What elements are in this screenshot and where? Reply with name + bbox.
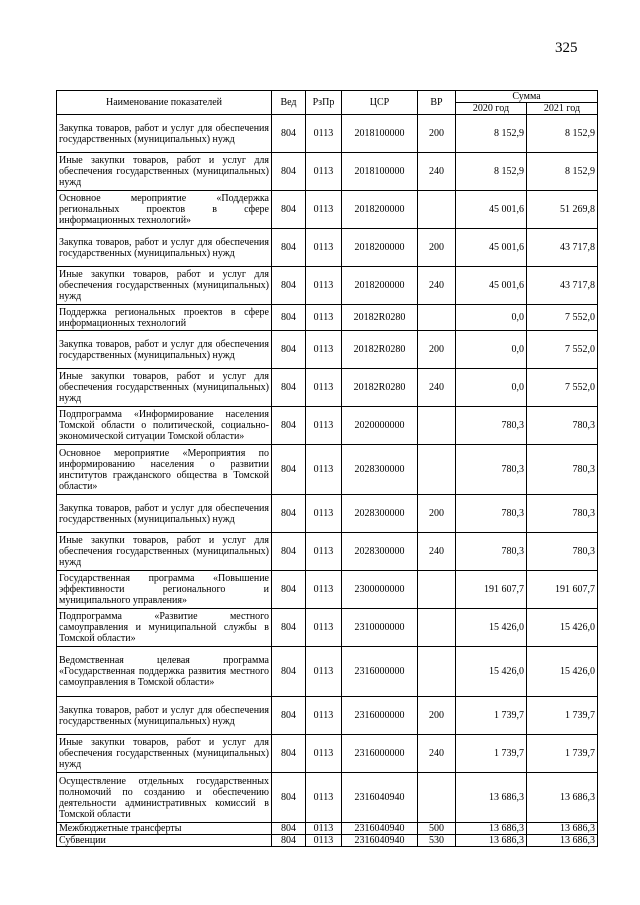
row-name: Иные закупки товаров, работ и услуг для обеспечения государственных (муниципальных) нужд (57, 533, 272, 571)
row-sum-2020: 15 426,0 (456, 647, 527, 697)
row-sum-2020: 8 152,9 (456, 153, 527, 191)
row-name: Закупка товаров, работ и услуг для обеспечения государственных (муниципальных) нужд (57, 331, 272, 369)
row-sum-2021: 7 552,0 (527, 369, 598, 407)
row-rzpr: 0113 (306, 115, 342, 153)
row-sum-2021: 780,3 (527, 445, 598, 495)
row-vr: 200 (418, 229, 456, 267)
table-body (57, 115, 598, 847)
row-sum-2021: 15 426,0 (527, 647, 598, 697)
row-csr: 2028300000 (342, 533, 418, 571)
row-csr: 20182R0280 (342, 369, 418, 407)
row-csr: 2018100000 (342, 153, 418, 191)
row-vr: 240 (418, 267, 456, 305)
table-row (57, 835, 598, 847)
row-sum-2021: 8 152,9 (527, 153, 598, 191)
row-name: Иные закупки товаров, работ и услуг для обеспечения государственных (муниципальных) нужд (57, 369, 272, 407)
table-row (57, 735, 598, 773)
row-sum-2021: 51 269,8 (527, 191, 598, 229)
row-ved: 804 (272, 533, 306, 571)
row-name: Закупка товаров, работ и услуг для обеспечения государственных (муниципальных) нужд (57, 115, 272, 153)
row-ved: 804 (272, 609, 306, 647)
row-vr (418, 407, 456, 445)
row-csr: 2020000000 (342, 407, 418, 445)
row-rzpr: 0113 (306, 533, 342, 571)
row-sum-2020: 780,3 (456, 407, 527, 445)
row-csr: 2028300000 (342, 495, 418, 533)
table-row (57, 773, 598, 823)
row-csr: 2018100000 (342, 115, 418, 153)
row-ved: 804 (272, 191, 306, 229)
row-sum-2020: 780,3 (456, 533, 527, 571)
row-ved: 804 (272, 697, 306, 735)
row-name: Иные закупки товаров, работ и услуг для обеспечения государственных (муниципальных) нужд (57, 153, 272, 191)
row-rzpr: 0113 (306, 495, 342, 533)
table-row (57, 267, 598, 305)
row-name: Подпрограмма «Развитие местного самоуправления и муниципальной службы в Томской области» (57, 609, 272, 647)
row-sum-2020: 1 739,7 (456, 735, 527, 773)
row-csr: 2316000000 (342, 647, 418, 697)
row-sum-2021: 7 552,0 (527, 331, 598, 369)
row-ved: 804 (272, 115, 306, 153)
table-row (57, 331, 598, 369)
row-ved: 804 (272, 571, 306, 609)
row-name: Закупка товаров, работ и услуг для обеспечения государственных (муниципальных) нужд (57, 697, 272, 735)
row-ved: 804 (272, 647, 306, 697)
row-vr (418, 191, 456, 229)
row-rzpr: 0113 (306, 647, 342, 697)
row-csr: 20182R0280 (342, 331, 418, 369)
row-rzpr: 0113 (306, 331, 342, 369)
row-csr: 2018200000 (342, 191, 418, 229)
header-sum: Сумма (456, 91, 598, 103)
row-sum-2021: 780,3 (527, 533, 598, 571)
row-sum-2020: 1 739,7 (456, 697, 527, 735)
row-csr: 2316040940 (342, 835, 418, 847)
row-name: Межбюджетные трансферты (57, 823, 272, 835)
row-name: Осуществление отдельных государственных полномочий по созданию и обеспечению деятельности административных комиссий в Томской области (57, 773, 272, 823)
row-csr: 20182R0280 (342, 305, 418, 331)
row-rzpr: 0113 (306, 267, 342, 305)
row-sum-2021: 780,3 (527, 495, 598, 533)
row-vr: 240 (418, 153, 456, 191)
row-sum-2020: 13 686,3 (456, 835, 527, 847)
row-sum-2021: 43 717,8 (527, 229, 598, 267)
row-name: Поддержка региональных проектов в сфере информационных технологий (57, 305, 272, 331)
row-sum-2020: 13 686,3 (456, 773, 527, 823)
row-sum-2020: 0,0 (456, 369, 527, 407)
row-name: Иные закупки товаров, работ и услуг для обеспечения государственных (муниципальных) нужд (57, 267, 272, 305)
header-csr: ЦСР (342, 91, 418, 115)
row-csr: 2300000000 (342, 571, 418, 609)
row-rzpr: 0113 (306, 153, 342, 191)
row-name: Подпрограмма «Информирование населения Томской области о политической, социально-экономической ситуации Томской области» (57, 407, 272, 445)
row-vr: 200 (418, 115, 456, 153)
row-name: Субвенции (57, 835, 272, 847)
row-ved: 804 (272, 495, 306, 533)
row-vr (418, 773, 456, 823)
row-vr (418, 571, 456, 609)
row-vr: 200 (418, 697, 456, 735)
table-row (57, 229, 598, 267)
table-row (57, 153, 598, 191)
row-vr: 240 (418, 533, 456, 571)
row-ved: 804 (272, 407, 306, 445)
row-rzpr: 0113 (306, 407, 342, 445)
header-year-2021: 2021 год (527, 103, 598, 115)
row-rzpr: 0113 (306, 229, 342, 267)
row-sum-2021: 7 552,0 (527, 305, 598, 331)
row-sum-2020: 45 001,6 (456, 267, 527, 305)
row-vr: 200 (418, 331, 456, 369)
row-vr (418, 609, 456, 647)
table-row (57, 191, 598, 229)
row-sum-2021: 13 686,3 (527, 823, 598, 835)
table-row (57, 369, 598, 407)
row-sum-2021: 191 607,7 (527, 571, 598, 609)
row-sum-2020: 0,0 (456, 305, 527, 331)
row-rzpr: 0113 (306, 369, 342, 407)
row-ved: 804 (272, 823, 306, 835)
row-sum-2021: 43 717,8 (527, 267, 598, 305)
table-row (57, 115, 598, 153)
table-row (57, 609, 598, 647)
row-csr: 2316000000 (342, 735, 418, 773)
row-name: Государственная программа «Повышение эффективности регионального и муниципального управления» (57, 571, 272, 609)
row-ved: 804 (272, 229, 306, 267)
table-row (57, 305, 598, 331)
row-csr: 2018200000 (342, 229, 418, 267)
row-rzpr: 0113 (306, 571, 342, 609)
row-ved: 804 (272, 305, 306, 331)
table-row (57, 647, 598, 697)
row-sum-2020: 45 001,6 (456, 191, 527, 229)
table-row (57, 823, 598, 835)
row-rzpr: 0113 (306, 735, 342, 773)
row-vr: 240 (418, 369, 456, 407)
table-row (57, 445, 598, 495)
row-sum-2021: 1 739,7 (527, 697, 598, 735)
row-csr: 2310000000 (342, 609, 418, 647)
table-row (57, 571, 598, 609)
row-csr: 2316040940 (342, 823, 418, 835)
row-sum-2021: 13 686,3 (527, 773, 598, 823)
header-year-2020: 2020 год (456, 103, 527, 115)
row-name: Основное мероприятие «Поддержка региональных проектов в сфере информационных технологий» (57, 191, 272, 229)
row-rzpr: 0113 (306, 835, 342, 847)
header-rzpr: РзПр (306, 91, 342, 115)
row-sum-2021: 13 686,3 (527, 835, 598, 847)
row-rzpr: 0113 (306, 609, 342, 647)
row-ved: 804 (272, 153, 306, 191)
header-ved: Вед (272, 91, 306, 115)
row-csr: 2028300000 (342, 445, 418, 495)
row-name: Закупка товаров, работ и услуг для обеспечения государственных (муниципальных) нужд (57, 229, 272, 267)
row-sum-2021: 15 426,0 (527, 609, 598, 647)
row-vr: 240 (418, 735, 456, 773)
row-rzpr: 0113 (306, 305, 342, 331)
table-row (57, 533, 598, 571)
row-csr: 2316000000 (342, 697, 418, 735)
row-csr: 2316040940 (342, 773, 418, 823)
row-sum-2020: 0,0 (456, 331, 527, 369)
row-sum-2020: 45 001,6 (456, 229, 527, 267)
row-sum-2020: 780,3 (456, 495, 527, 533)
row-ved: 804 (272, 773, 306, 823)
row-vr (418, 647, 456, 697)
page-number: 325 (555, 40, 578, 56)
row-ved: 804 (272, 369, 306, 407)
row-name: Закупка товаров, работ и услуг для обеспечения государственных (муниципальных) нужд (57, 495, 272, 533)
row-rzpr: 0113 (306, 445, 342, 495)
row-sum-2020: 15 426,0 (456, 609, 527, 647)
row-name: Ведомственная целевая программа «Государственная поддержка развития местного самоуправления в Томской области» (57, 647, 272, 697)
header-name: Наименование показателей (57, 91, 272, 115)
row-name: Основное мероприятие «Мероприятия по информированию населения о развитии институтов гражданского общества в Томской области» (57, 445, 272, 495)
row-sum-2021: 1 739,7 (527, 735, 598, 773)
row-rzpr: 0113 (306, 773, 342, 823)
table-row (57, 495, 598, 533)
row-rzpr: 0113 (306, 697, 342, 735)
row-rzpr: 0113 (306, 191, 342, 229)
row-sum-2020: 13 686,3 (456, 823, 527, 835)
row-vr: 500 (418, 823, 456, 835)
row-sum-2020: 8 152,9 (456, 115, 527, 153)
row-sum-2020: 780,3 (456, 445, 527, 495)
header-vr: ВР (418, 91, 456, 115)
row-ved: 804 (272, 267, 306, 305)
row-ved: 804 (272, 445, 306, 495)
table-row (57, 697, 598, 735)
row-sum-2020: 191 607,7 (456, 571, 527, 609)
row-ved: 804 (272, 331, 306, 369)
row-vr: 200 (418, 495, 456, 533)
row-sum-2021: 780,3 (527, 407, 598, 445)
row-vr (418, 445, 456, 495)
table-row (57, 407, 598, 445)
row-csr: 2018200000 (342, 267, 418, 305)
row-rzpr: 0113 (306, 823, 342, 835)
row-sum-2021: 8 152,9 (527, 115, 598, 153)
row-name: Иные закупки товаров, работ и услуг для обеспечения государственных (муниципальных) нужд (57, 735, 272, 773)
row-ved: 804 (272, 735, 306, 773)
budget-table (56, 90, 598, 847)
row-ved: 804 (272, 835, 306, 847)
row-vr (418, 305, 456, 331)
row-vr: 530 (418, 835, 456, 847)
